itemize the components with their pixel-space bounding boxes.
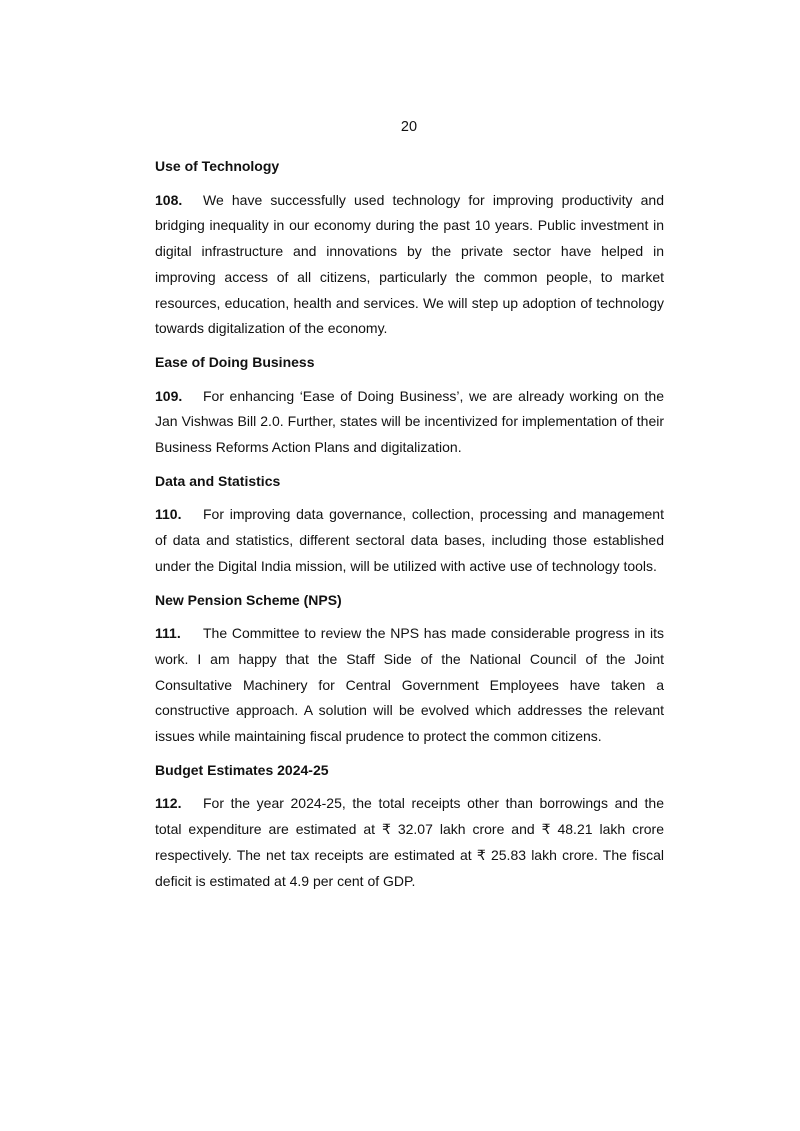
section-heading-ease-of-doing-business: Ease of Doing Business [155, 353, 315, 370]
paragraph-text: For enhancing ‘Ease of Doing Business’, we are already working on the Jan Vishwas Bill 2.0. Further, states will be incentivized for implementation of their Business Reforms Action Plans and digitalization. [155, 387, 664, 456]
paragraph-text: We have successfully used technology for improving productivity and bridging inequality in our economy during the past 10 years. Public investment in digital infrastructure and innovations by the private sector have helped in improving access of all citizens, particularly the common people, to market resources, education, health and services. We will step up adoption of technology towards digitalization of the economy. [155, 191, 664, 337]
paragraph-number: 111. [155, 625, 181, 642]
paragraph-111 [155, 621, 664, 750]
paragraph-number: 108. [155, 191, 183, 208]
section-heading-data-and-statistics: Data and Statistics [155, 472, 281, 489]
section-heading-new-pension-scheme: New Pension Scheme (NPS) [155, 591, 342, 608]
section-heading-use-of-technology: Use of Technology [155, 158, 280, 174]
page-number: 20 [400, 119, 418, 135]
paragraph-number: 109. [155, 387, 183, 404]
paragraph-text: The Committee to review the NPS has made considerable progress in its work. I am happy that the Staff Side of the National Council of the Joint Consultative Machinery for Central Government Employees have taken a constructive approach. A solution will be evolved which addresses the relevant issues while maintaining fiscal prudence to protect the common citizens. [155, 625, 664, 745]
paragraph-text: For improving data governance, collection, processing and management of data and statistics, different sectoral data bases, including those established under the Digital India mission, will be utilized with active use of technology tools. [155, 506, 664, 574]
paragraph-110 [155, 502, 664, 579]
paragraph-108 [155, 188, 664, 342]
paragraph-number: 110. [155, 506, 182, 523]
page-content [155, 154, 664, 902]
paragraph-112 [155, 791, 664, 894]
paragraph-109 [155, 384, 664, 461]
section-heading-budget-estimates: Budget Estimates 2024-25 [155, 761, 329, 778]
paragraph-text: For the year 2024-25, the total receipts other than borrowings and the total expenditure are estimated at ₹ 32.07 lakh crore and ₹ 48.21 lakh crore respectively. The net tax receipts are estimated at ₹ 25.83 lakh crore. The fiscal deficit is estimated at 4.9 per cent of GDP. [155, 795, 664, 889]
paragraph-number: 112. [155, 795, 182, 812]
